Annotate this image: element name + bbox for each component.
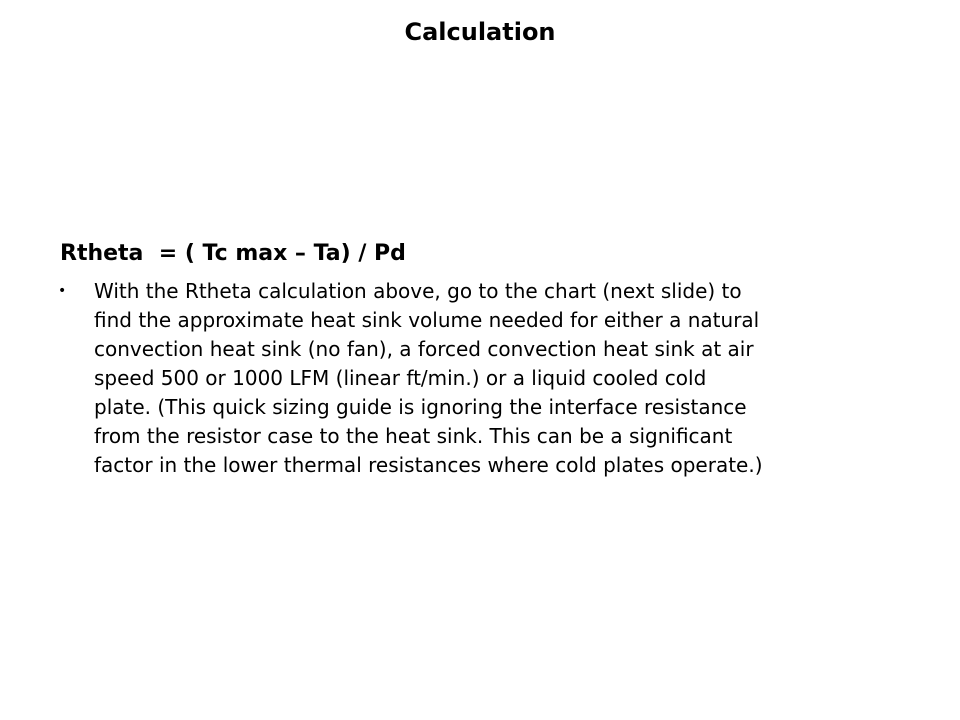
- bullet-text-line: convection heat sink (no fan), a forced convection heat sink at air: [94, 337, 754, 361]
- bullet-text-line: plate. (This quick sizing guide is ignoring the interface resistance: [94, 395, 747, 419]
- bullet-item: [58, 277, 914, 480]
- bullet-list: [58, 277, 918, 480]
- rtheta-formula: Rtheta = ( Tc max – Ta) / Pd: [60, 241, 406, 266]
- bullet-text-line: from the resistor case to the heat sink. This can be a significant: [94, 424, 733, 448]
- bullet-text-line: speed 500 or 1000 LFM (linear ft/min.) or a liquid cooled cold: [94, 366, 707, 390]
- bullet-text-line: factor in the lower thermal resistances where cold plates operate.): [94, 453, 763, 477]
- bullet-dot-icon: •: [58, 283, 67, 299]
- bullet-text-line: find the approximate heat sink volume needed for either a natural: [94, 308, 760, 332]
- slide-title: Calculation: [404, 18, 556, 46]
- bullet-text-line: With the Rtheta calculation above, go to the chart (next slide) to: [94, 279, 742, 303]
